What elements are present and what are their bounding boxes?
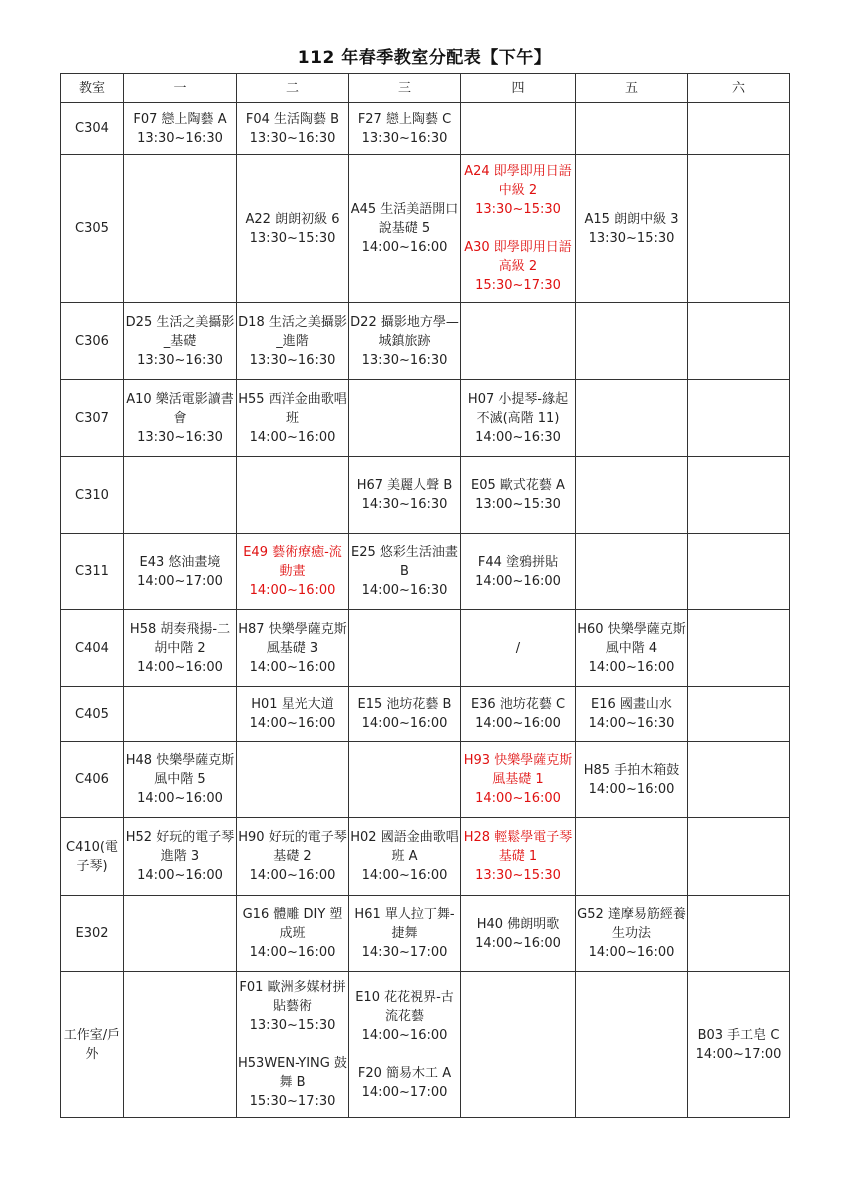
room-cell: E302 (61, 896, 124, 972)
course-time: 14:00~16:00 (137, 791, 223, 806)
course-name: E36 池坊花藝 C (470, 697, 566, 712)
schedule-cell (461, 818, 576, 896)
header-row (61, 74, 790, 103)
course-entry (577, 905, 686, 962)
course-time: 14:00~16:00 (588, 659, 675, 675)
course-entry (462, 553, 574, 591)
course-name: F20 簡易木工 A (357, 1065, 452, 1081)
header-day: 四 (461, 74, 576, 103)
schedule-cell (349, 155, 461, 303)
course-entry (350, 200, 459, 257)
course-name: H02 國語金曲歌唱班 A (350, 830, 459, 864)
course-time: 13:30~16:30 (361, 352, 448, 368)
course-time: 13:30~16:30 (137, 352, 223, 368)
course-entry (462, 238, 574, 295)
table-row (61, 687, 790, 742)
course-entry (125, 828, 235, 885)
schedule-cell (237, 742, 349, 818)
schedule-cell (576, 896, 688, 972)
course-entry (350, 828, 459, 885)
course-name: H58 胡奏飛揚-二胡中階 2 (129, 621, 231, 656)
schedule-cell (349, 687, 461, 742)
schedule-cell (349, 103, 461, 155)
course-time: 14:00~16:00 (249, 659, 336, 675)
course-name: G16 體雕 DIY 塑成班 (242, 907, 343, 941)
schedule-cell (124, 380, 237, 457)
course-time: 13:30~15:30 (475, 202, 561, 217)
course-name: H01 星光大道 (251, 697, 334, 712)
schedule-cell (349, 742, 461, 818)
schedule-cell (237, 380, 349, 457)
schedule-cell (688, 742, 790, 818)
course-time: 14:00~17:00 (137, 573, 223, 589)
course-name: A10 樂活電影讀書會 (126, 391, 234, 426)
course-name: A30 即學即用日語高級 2 (464, 240, 572, 274)
schedule-cell (576, 303, 688, 380)
course-entry (125, 553, 235, 591)
course-name: D25 生活之美攝影_基礎 (125, 314, 235, 349)
schedule-cell (688, 610, 790, 687)
course-time: 14:00~16:00 (588, 945, 675, 960)
course-entry (125, 110, 235, 148)
schedule-cell (349, 534, 461, 610)
course-entry (238, 828, 347, 885)
course-entry (238, 620, 347, 677)
schedule-cell (688, 103, 790, 155)
schedule-cell (124, 818, 237, 896)
schedule-cell (576, 610, 688, 687)
schedule-cell (688, 534, 790, 610)
course-name: E25 悠彩生活油畫 B (351, 545, 458, 579)
schedule-cell (688, 457, 790, 534)
course-name: / (515, 640, 521, 656)
course-name: A45 生活美語開口說基礎 5 (350, 202, 459, 236)
schedule-cell (237, 534, 349, 610)
schedule-cell (461, 534, 576, 610)
header-day: 一 (124, 74, 237, 103)
schedule-cell (688, 303, 790, 380)
schedule-cell (576, 742, 688, 818)
course-entry (125, 620, 235, 677)
schedule-cell (124, 457, 237, 534)
schedule-cell (461, 103, 576, 155)
course-entry (238, 110, 347, 148)
schedule-cell (576, 534, 688, 610)
table-row (61, 818, 790, 896)
table-row (61, 534, 790, 610)
course-name: D18 生活之美攝影_進階 (238, 314, 347, 349)
schedule-cell (349, 380, 461, 457)
schedule-cell (124, 742, 237, 818)
course-time: 14:00~16:00 (361, 716, 448, 731)
schedule-cell (576, 380, 688, 457)
course-time: 13:00~15:30 (475, 497, 561, 512)
course-name: A24 即學即用日語中級 2 (464, 164, 572, 198)
header-room: 教室 (61, 74, 124, 103)
course-time: 14:00~16:00 (249, 868, 336, 883)
schedule-cell (349, 610, 461, 687)
course-name: H61 單人拉丁舞-捷舞 (354, 907, 455, 941)
course-time: 14:00~16:00 (249, 429, 336, 445)
course-time: 15:30~17:30 (475, 278, 561, 293)
schedule-cell (237, 896, 349, 972)
schedule-cell (237, 818, 349, 896)
room-cell: C307 (61, 380, 124, 457)
schedule-cell (688, 972, 790, 1118)
course-time: 14:00~16:00 (588, 781, 675, 797)
course-time: 14:00~17:00 (695, 1046, 782, 1062)
course-name: E49 藝術療癒-流動畫 (243, 545, 342, 579)
room-cell: C305 (61, 155, 124, 303)
course-time: 14:00~16:00 (249, 583, 336, 598)
page-title: 112 年春季教室分配表【下午】 (297, 48, 552, 68)
course-name: F07 戀上陶藝 A (133, 111, 227, 127)
course-entry (577, 761, 686, 799)
course-time: 14:00~16:00 (249, 945, 336, 960)
course-name: A15 朗朗中級 3 (584, 211, 679, 227)
course-name: H85 手拍木箱鼓 (583, 762, 680, 778)
course-time: 14:00~16:30 (475, 429, 561, 445)
course-entry (238, 210, 347, 248)
course-entry (462, 390, 574, 447)
table-row (61, 896, 790, 972)
course-entry (350, 988, 459, 1045)
course-time: 13:30~15:30 (588, 230, 675, 246)
course-time: 14:00~16:30 (361, 583, 448, 598)
course-time: 14:00~16:00 (249, 716, 336, 731)
course-entry (238, 543, 347, 600)
schedule-cell (576, 687, 688, 742)
course-time: 14:00~16:00 (475, 716, 561, 731)
course-name: H28 輕鬆學電子琴基礎 1 (463, 830, 573, 864)
schedule-cell (237, 972, 349, 1118)
schedule-cell (461, 457, 576, 534)
table-row (61, 742, 790, 818)
header-day: 二 (237, 74, 349, 103)
header-day: 五 (576, 74, 688, 103)
course-time: 15:30~17:30 (249, 1094, 336, 1109)
schedule-cell (688, 155, 790, 303)
schedule-cell (124, 610, 237, 687)
course-entry (350, 476, 459, 514)
course-name: D22 攝影地方學—城鎮旅跡 (350, 314, 459, 349)
course-entry (689, 1026, 788, 1064)
course-name: H55 西洋金曲歌唱班 (238, 391, 347, 426)
course-name: E10 花花視界-古流花藝 (355, 989, 454, 1024)
schedule-cell (461, 972, 576, 1118)
schedule-cell (124, 155, 237, 303)
course-name: H87 快樂學薩克斯風基礎 3 (238, 621, 347, 656)
course-time: 13:30~16:30 (137, 130, 223, 146)
course-time: 14:00~16:00 (475, 791, 561, 806)
course-entry (577, 210, 686, 248)
course-time: 14:00~16:00 (475, 573, 561, 589)
schedule-cell (349, 457, 461, 534)
course-name: H48 快樂學薩克斯風中階 5 (125, 753, 235, 787)
schedule-cell (576, 457, 688, 534)
course-name: F44 塗鴉拼貼 (477, 554, 559, 570)
course-entry (462, 695, 574, 733)
course-entry (238, 1054, 347, 1111)
course-time: 13:30~15:30 (475, 868, 561, 883)
schedule-cell (461, 687, 576, 742)
room-cell: C304 (61, 103, 124, 155)
room-cell: C310 (61, 457, 124, 534)
schedule-cell (237, 155, 349, 303)
course-name: H90 好玩的電子琴基礎 2 (238, 830, 347, 864)
schedule-cell (124, 896, 237, 972)
table-row (61, 380, 790, 457)
room-cell: C406 (61, 742, 124, 818)
schedule-cell (124, 687, 237, 742)
course-name: H60 快樂學薩克斯風中階 4 (577, 621, 686, 656)
schedule-cell (688, 818, 790, 896)
table-row (61, 610, 790, 687)
schedule-cell (688, 380, 790, 457)
table-row (61, 457, 790, 534)
room-cell: C311 (61, 534, 124, 610)
course-name: E16 國畫山水 (591, 697, 672, 712)
course-name: F04 生活陶藝 B (245, 111, 340, 127)
course-time: 13:30~16:30 (361, 130, 448, 146)
course-time: 13:30~16:30 (249, 352, 336, 368)
schedule-cell (124, 972, 237, 1118)
schedule-cell (124, 103, 237, 155)
course-entry (350, 905, 459, 962)
course-entry (462, 639, 574, 658)
schedule-cell (688, 687, 790, 742)
course-entry (462, 828, 574, 885)
room-cell: C410(電子琴) (61, 818, 124, 896)
schedule-cell (237, 610, 349, 687)
room-cell: 工作室/戶外 (61, 972, 124, 1118)
course-entry (125, 751, 235, 808)
course-entry (125, 313, 235, 370)
course-time: 14:00~16:30 (588, 716, 675, 731)
table-row (61, 103, 790, 155)
course-time: 14:00~16:00 (361, 240, 448, 255)
course-time: 14:00~16:00 (137, 659, 223, 675)
course-entry (462, 751, 574, 808)
course-name: F01 歐洲多媒材拼貼藝術 (239, 980, 346, 1014)
course-time: 13:30~15:30 (249, 230, 336, 246)
course-name: B03 手工皂 C (697, 1027, 780, 1043)
course-name: H93 快樂學薩克斯風基礎 1 (463, 753, 573, 787)
course-name: H52 好玩的電子琴進階 3 (125, 830, 235, 864)
course-name: F27 戀上陶藝 C (357, 111, 452, 127)
schedule-cell (237, 687, 349, 742)
course-name: E43 悠油畫境 (139, 554, 221, 570)
course-name: H67 美麗人聲 B (356, 478, 453, 493)
schedule-cell (688, 896, 790, 972)
course-name: G52 達摩易筋經養生功法 (577, 907, 686, 941)
course-time: 14:00~16:00 (137, 868, 223, 883)
course-name: H40 佛朗明歌 (476, 916, 560, 932)
course-entry (462, 915, 574, 953)
course-entry (350, 110, 459, 148)
course-entry (238, 390, 347, 447)
course-time: 14:00~16:00 (475, 935, 561, 951)
course-entry (238, 313, 347, 370)
classroom-schedule-table (60, 73, 790, 1118)
course-time: 14:00~16:00 (361, 1027, 448, 1043)
room-cell: C405 (61, 687, 124, 742)
table-row (61, 972, 790, 1118)
schedule-cell (349, 818, 461, 896)
course-time: 13:30~15:30 (249, 1018, 336, 1033)
course-entry (238, 978, 347, 1035)
schedule-cell (461, 610, 576, 687)
schedule-cell (349, 303, 461, 380)
course-entry (350, 543, 459, 600)
schedule-cell (576, 155, 688, 303)
course-entry (350, 695, 459, 733)
table-row (61, 303, 790, 380)
course-name: E15 池坊花藝 B (357, 697, 452, 712)
course-time: 14:00~17:00 (361, 1084, 448, 1100)
table-row (61, 155, 790, 303)
course-entry (238, 905, 347, 962)
schedule-cell (461, 303, 576, 380)
schedule-cell (576, 818, 688, 896)
course-entry (462, 476, 574, 514)
course-name: H53WEN-YING 鼓舞 B (238, 1056, 347, 1090)
course-entry (462, 162, 574, 219)
header-day: 三 (349, 74, 461, 103)
schedule-cell (461, 155, 576, 303)
schedule-cell (461, 380, 576, 457)
schedule-cell (349, 896, 461, 972)
header-day: 六 (688, 74, 790, 103)
course-name: H07 小提琴-緣起不滅(高階 11) (467, 391, 569, 426)
schedule-cell (461, 896, 576, 972)
schedule-cell (237, 103, 349, 155)
course-time: 14:00~16:00 (361, 868, 448, 883)
schedule-cell (461, 742, 576, 818)
room-cell: C306 (61, 303, 124, 380)
course-time: 13:30~16:30 (249, 130, 336, 146)
course-entry (238, 695, 347, 733)
course-entry (350, 313, 459, 370)
schedule-cell (576, 103, 688, 155)
schedule-cell (124, 534, 237, 610)
course-entry (577, 695, 686, 733)
schedule-cell (124, 303, 237, 380)
course-entry (125, 390, 235, 447)
schedule-cell (237, 303, 349, 380)
course-time: 13:30~16:30 (137, 429, 223, 445)
schedule-cell (349, 972, 461, 1118)
schedule-cell (576, 972, 688, 1118)
course-time: 14:30~16:30 (361, 497, 448, 512)
course-name: E05 歐式花藝 A (471, 478, 565, 493)
schedule-cell (237, 457, 349, 534)
course-time: 14:30~17:00 (361, 945, 448, 960)
course-name: A22 朗朗初級 6 (245, 211, 340, 227)
course-entry (577, 620, 686, 677)
room-cell: C404 (61, 610, 124, 687)
course-entry (350, 1064, 459, 1102)
